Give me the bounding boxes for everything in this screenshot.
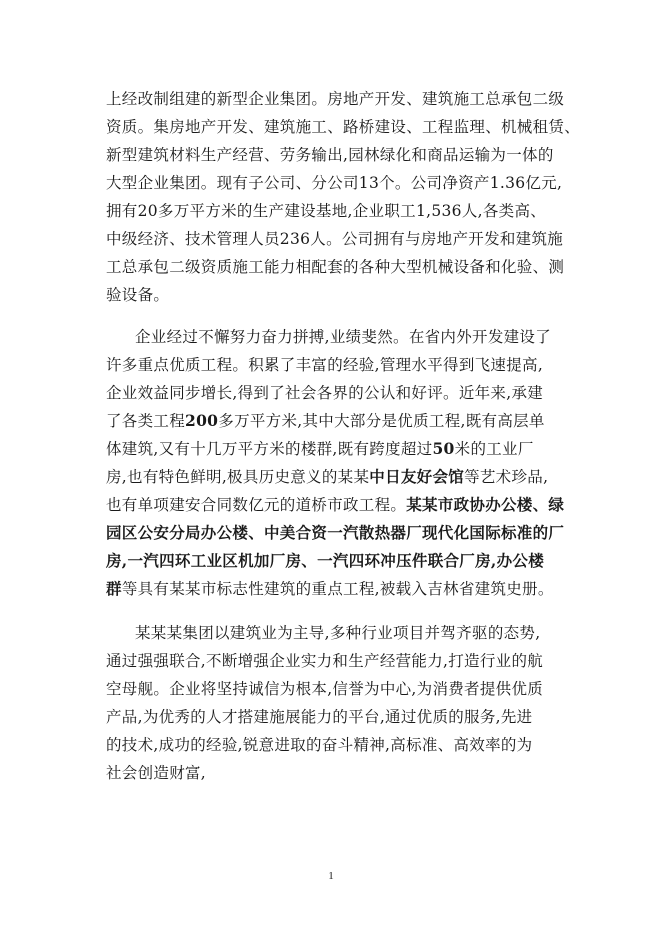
paragraph-1-line-6: 中级经济、技术管理人员236人。公司拥有与房地产开发和建筑施 (106, 230, 564, 248)
text-segment: 体建筑,又有十几万平方米的楼群,既有跨度超过 (106, 440, 433, 458)
paragraph-3-line-1: 某某某集团以建筑业为主导,多种行业项目并驾齐驱的态势, (135, 624, 541, 642)
page-number: 1 (328, 870, 334, 882)
bold-highlight: 某某市政协办公楼、绿 (406, 495, 565, 514)
bold-number: 50 (432, 439, 455, 458)
bold-highlight: 群 (106, 579, 122, 598)
text-segment: 等艺术珍品, (464, 468, 549, 486)
paragraph-1-line-8: 验设备。 (106, 286, 170, 304)
paragraph-3-line-3: 空母舰。企业将坚持诚信为根本,信誉为中心,为消费者提供优质 (106, 680, 544, 698)
paragraph-1-line-7: 工总承包二级资质施工能力相配套的各种大型机械设备和化验、测 (106, 258, 565, 276)
paragraph-2-line-8: 园区公安分局办公楼、中美合资一汽散热器厂现代化国际标准的厂 (106, 523, 565, 542)
paragraph-2-line-10 (106, 577, 576, 601)
text-segment: 房,也有特色鲜明,极具历史意义的某某 (106, 468, 370, 486)
paragraph-3-line-6: 社会创造财富, (106, 764, 207, 782)
bold-highlight: 中日友好会馆 (369, 467, 465, 486)
paragraph-2-line-9: 房,一汽四环工业区机加厂房、一汽四环冲压件联合厂房,办公楼 (106, 551, 544, 570)
text-segment: 等具有某某市标志性建筑的重点工程,被载入吉林省建筑史册。 (121, 580, 554, 598)
text-segment: 了各类工程 (106, 412, 186, 430)
paragraph-1-line-2: 资质。集房地产开发、建筑施工、路桥建设、工程监理、机械租赁、 (106, 118, 581, 136)
paragraph-2-line-7 (106, 493, 576, 517)
bold-number: 200 (185, 411, 219, 430)
paragraph-2-line-3: 企业效益同步增长,得到了社会各界的公认和好评。近年来,承建 (106, 384, 544, 402)
text-segment: 米的工业厂 (454, 440, 534, 458)
paragraph-3-line-2: 通过强强联合,不断增强企业实力和生产经营能力,打造行业的航 (106, 652, 544, 670)
paragraph-2-line-1: 企业经过不懈努力奋力拼搏,业绩斐然。在省内外开发建设了 (135, 328, 552, 346)
paragraph-1-line-3: 新型建筑材料生产经营、劳务输出,园林绿化和商品运输为一体的 (106, 146, 554, 164)
paragraph-2-line-6 (106, 465, 576, 489)
text-segment: 也有单项建安合同数亿元的道桥市政工程。 (106, 496, 407, 514)
paragraph-2-line-4 (106, 409, 576, 433)
paragraph-1-line-4: 大型企业集团。现有子公司、分公司13个。公司净资产1.36亿元, (106, 174, 563, 192)
paragraph-2-line-2: 许多重点优质工程。积累了丰富的经验,管理水平得到飞速提高, (106, 356, 544, 374)
paragraph-1-line-5: 拥有20多万平方米的生产建设基地,企业职工1,536人,各类高、 (106, 202, 547, 220)
paragraph-1-line-1: 上经改制组建的新型企业集团。房地产开发、建筑施工总承包二级 (106, 90, 565, 108)
paragraph-2-line-5 (106, 437, 576, 461)
paragraph-3-line-5: 的技术,成功的经验,锐意进取的奋斗精神,高标准、高效率的为 (106, 736, 533, 754)
paragraph-3-line-4: 产品,为优秀的人才搭建施展能力的平台,通过优质的服务,先进 (106, 708, 533, 726)
text-segment: 多万平方米,其中大部分是优质工程,既有高层单 (218, 412, 545, 430)
